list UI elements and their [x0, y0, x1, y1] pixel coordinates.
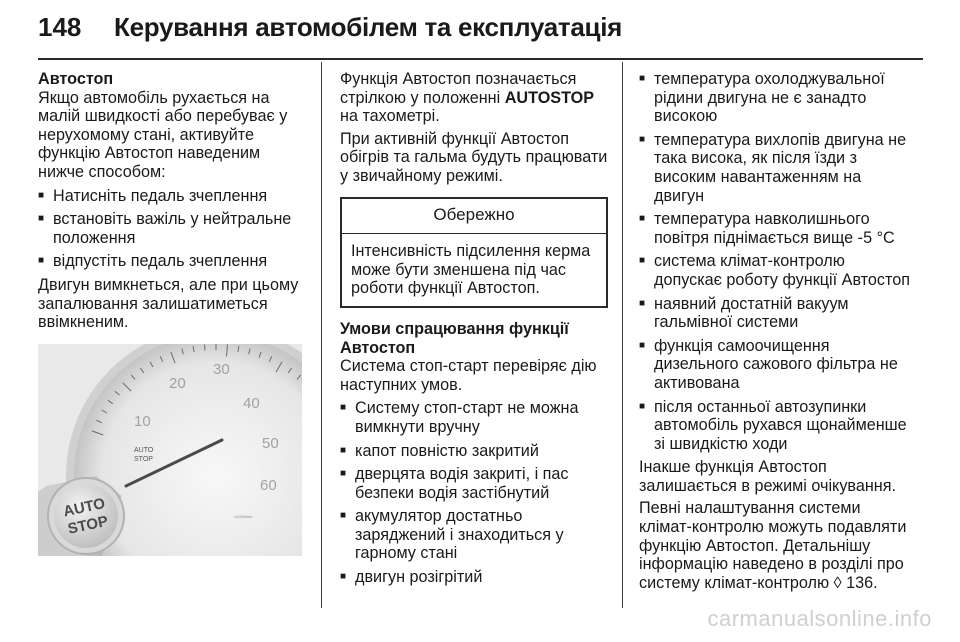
list-item: ■ встановіть важіль у нейтральне положення: [38, 210, 306, 247]
text-run: Певні налаштування системи клімат-контролю можуть подавляти функцію Автостоп. Детальнішу інформацію наведено в розділі про систему клімат-контролю: [639, 499, 907, 592]
list-item: ■ система клімат-контролю допускає роботу функції Автостоп: [639, 252, 911, 289]
page-header: [38, 12, 622, 52]
intro-paragraph: Якщо автомобіль рухається на малій швидкості або перебуває у нерухомому стані, активуйте функцію Автостоп наведеним нижче способом:: [38, 88, 288, 181]
standby-paragraph: Інакше функція Автостоп залишається в режимі очікування.: [639, 458, 896, 495]
dial-number: 10: [134, 413, 151, 430]
list-item: ■ наявний достатній вакуум гальмівної системи: [639, 295, 911, 332]
list-item: ■ температура вихлопів двигуна не така висока, як після їзди з високим навантаженням на двигун: [639, 131, 911, 205]
header-divider: [38, 58, 923, 60]
list-item: ■ температура навколишнього повітря піднімається вище -5 °C: [639, 210, 911, 247]
column-3: [639, 70, 911, 596]
list-item: ■ функція самоочищення дизельного сажового фільтра не активована: [639, 337, 911, 393]
caution-title: Обережно: [342, 199, 606, 235]
page-title: Керування автомобілем та експлуатація: [114, 12, 622, 42]
activation-steps-list: [38, 187, 306, 271]
list-item: ■ дверцята водія закриті, і пас безпеки водія застібнутий: [340, 465, 608, 502]
column-2: [340, 70, 608, 592]
dial-number: 50: [262, 435, 279, 452]
climate-control-paragraph: [639, 499, 911, 592]
autostop-indicator-paragraph: [340, 70, 608, 126]
list-item: ■ Натисніть педаль зчеплення: [38, 187, 306, 206]
dial-number: 60: [260, 477, 277, 494]
scale-label: x1000/min: [234, 514, 253, 519]
conditions-heading: Умови спрацювання функції Автостоп: [340, 319, 569, 357]
engine-off-paragraph: Двигун вимкнеться, але при цьому запалювання залишатиметься ввімкненим.: [38, 275, 299, 332]
heating-brakes-paragraph: При активній функції Автостоп обігрів та гальма будуть працювати у звичайному режимі.: [340, 129, 608, 185]
list-item: ■ капот повністю закритий: [340, 442, 608, 461]
column-1: [38, 70, 306, 336]
column-divider-1: [321, 62, 322, 608]
autostop-mark-line1: AUTO: [134, 447, 154, 454]
conditions-intro: Система стоп-старт перевіряє дію наступних умов.: [340, 357, 597, 394]
column-divider-2: [622, 62, 623, 608]
badge-stop-label: STOP: [66, 512, 110, 538]
conditions-list: [340, 399, 608, 586]
page-number: 148: [38, 12, 82, 42]
list-item: ■ після останньої автозупинки автомобіль рухався щонайменше зі швидкістю ходи: [639, 398, 911, 454]
autostop-keyword: AUTOSTOP: [504, 88, 595, 107]
list-item: ■ двигун розігрітий: [340, 568, 608, 587]
section-heading-autostop: Автостоп: [38, 70, 114, 88]
page-reference: 136.: [841, 573, 878, 592]
autostop-mark-line2: STOP: [134, 456, 153, 463]
caution-box: [340, 197, 608, 308]
watermark: carmanualsonline.info: [707, 606, 932, 631]
tachometer-graphic: [38, 344, 302, 556]
dial-number: 20: [169, 375, 186, 392]
list-item: ■ Систему стоп-старт не можна вимкнути вручну: [340, 399, 608, 436]
conditions-list-continued: [639, 70, 911, 453]
list-item: ■ акумулятор достатньо заряджений і знаходиться у гарному стані: [340, 507, 608, 563]
dial-number: 40: [243, 395, 260, 412]
badge-auto-label: AUTO: [61, 494, 107, 521]
list-item: ■ температура охолоджувальної рідини двигуна не є занадто високою: [639, 70, 911, 126]
page-reference-icon: ◊: [833, 573, 842, 592]
caution-text: Інтенсивність підсилення керма може бути зменшена під час роботи функції Автостоп.: [351, 242, 591, 298]
dial-tick: [205, 345, 206, 351]
text-run: на тахометрі.: [340, 107, 440, 126]
dial-number: 30: [213, 361, 230, 378]
text-run: Функція Автостоп позначається стрілкою у положенні: [340, 70, 577, 107]
tachometer-illustration: [38, 344, 302, 556]
list-item: ■ відпустіть педаль зчеплення: [38, 252, 306, 271]
